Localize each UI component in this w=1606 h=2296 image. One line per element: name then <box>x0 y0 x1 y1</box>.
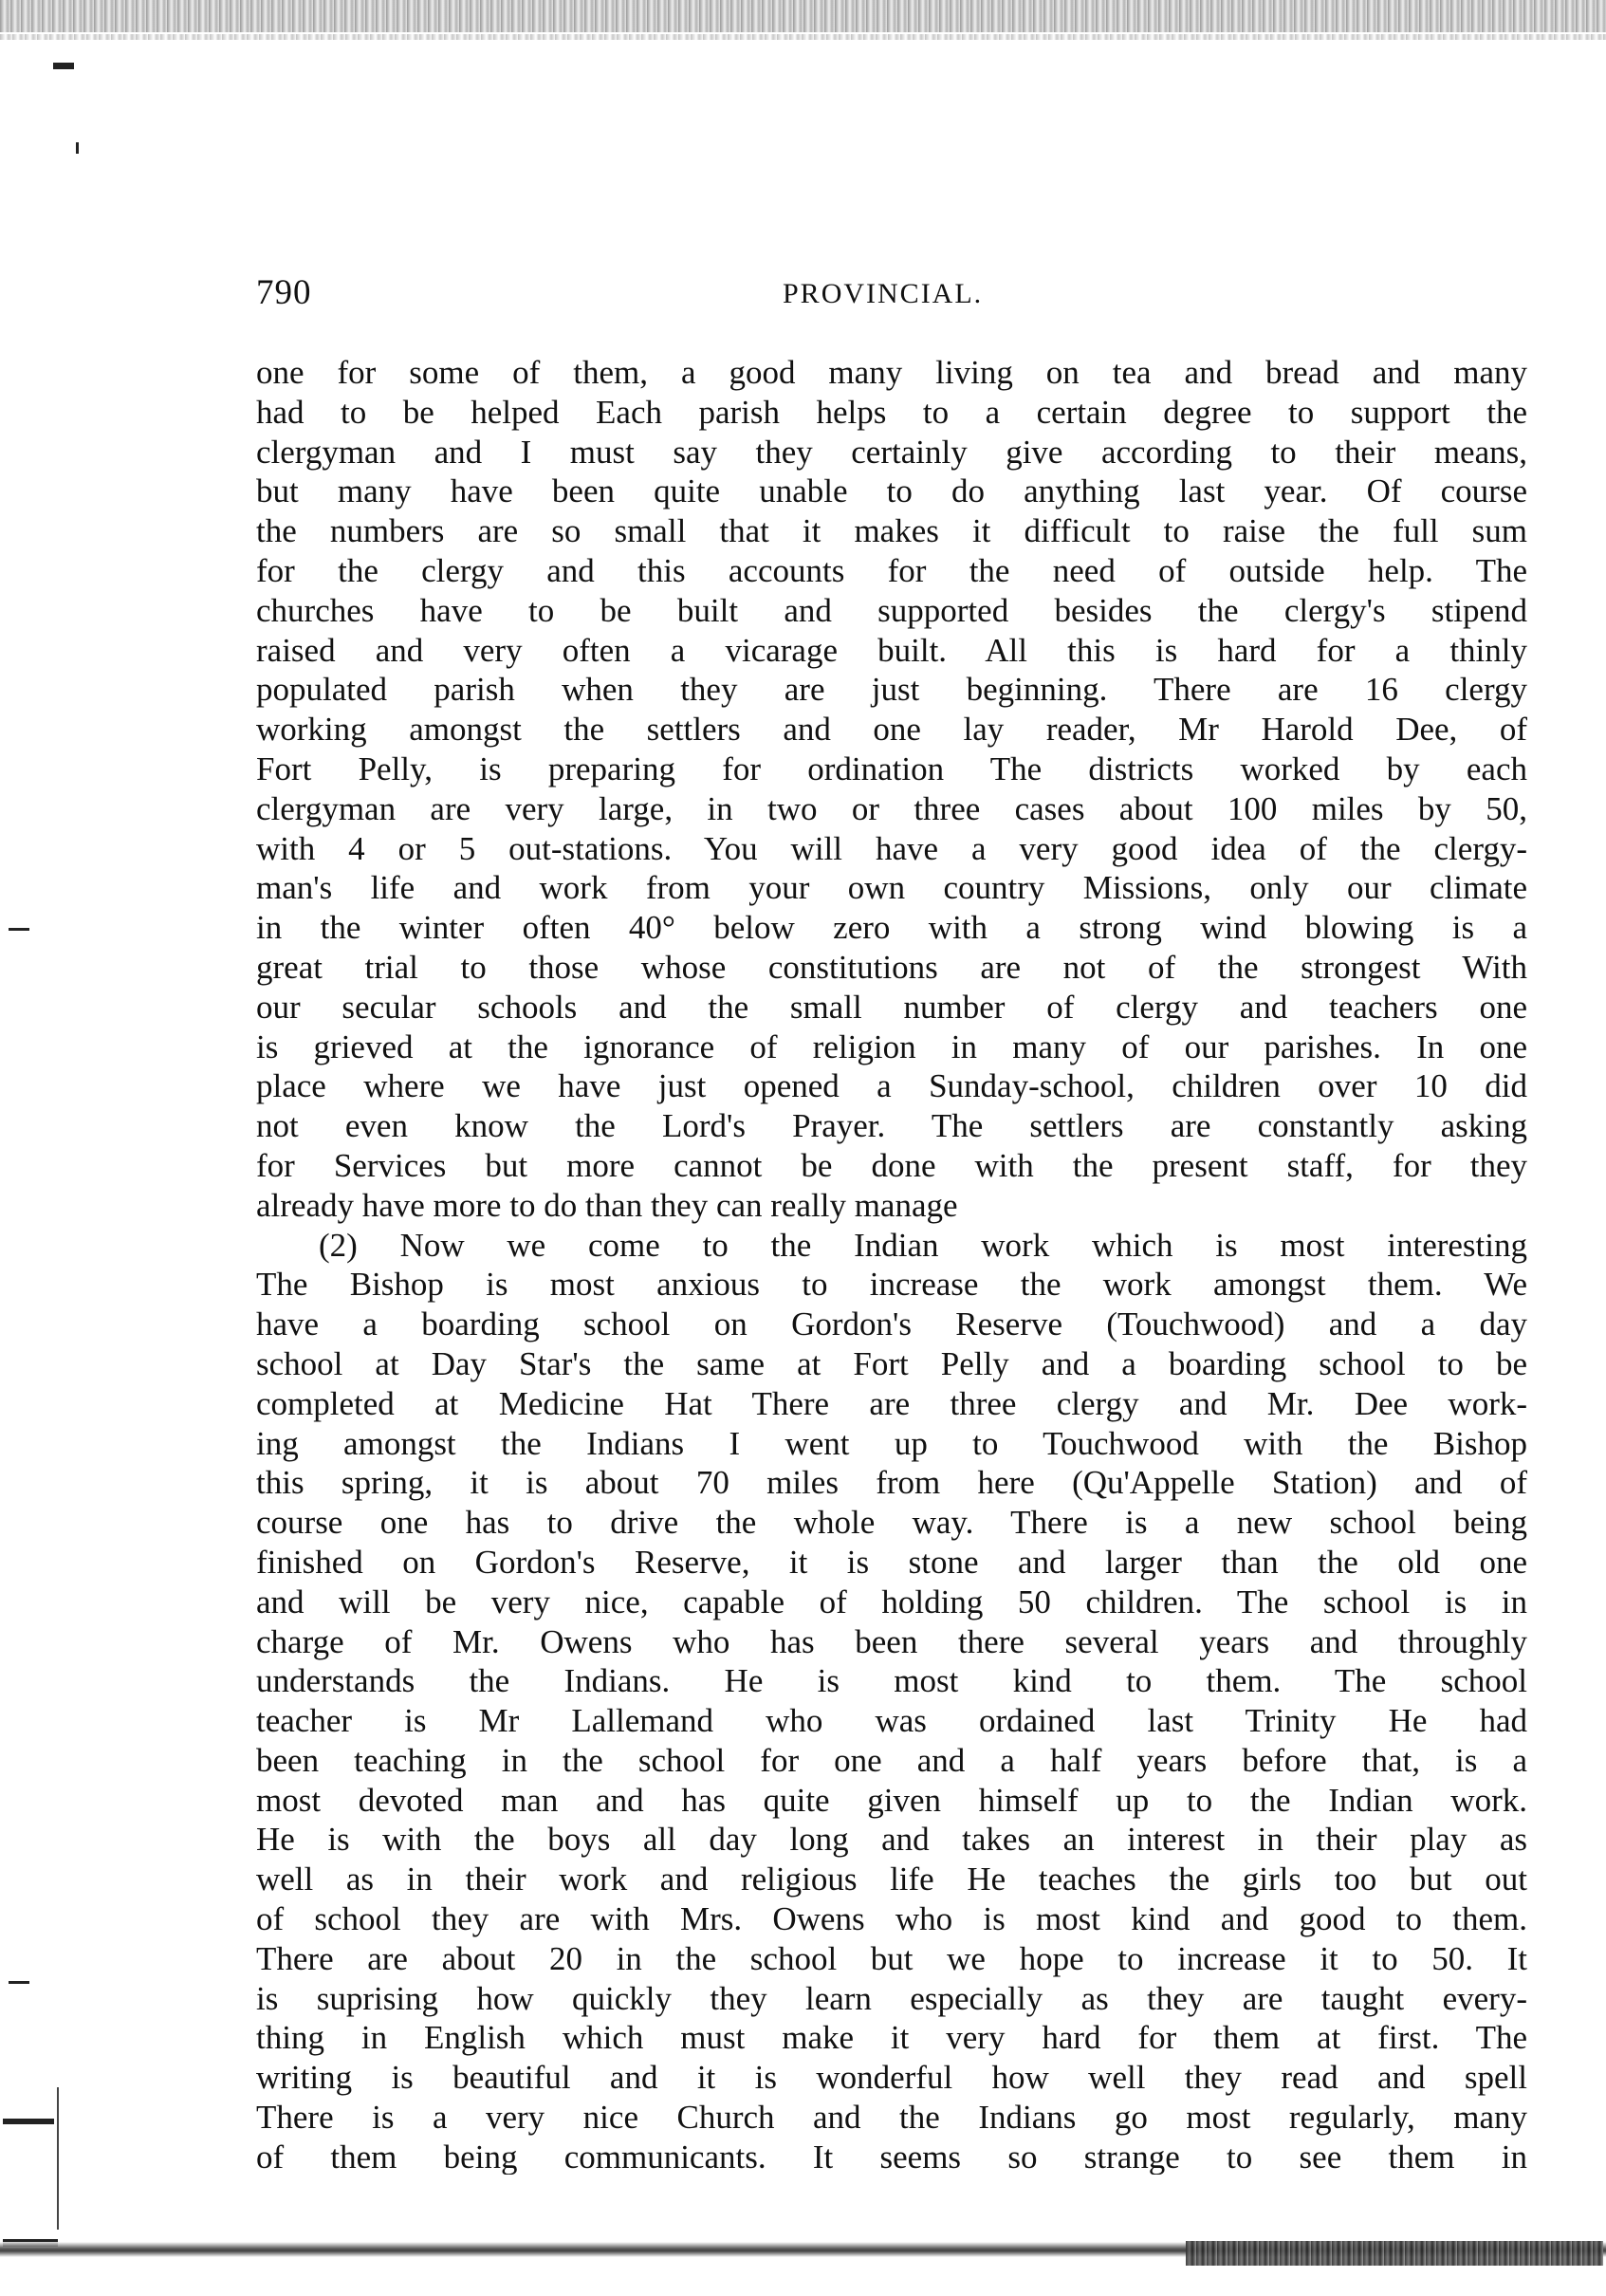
text-line: clergyman are very large, in two or three cases about 100 miles by 50, <box>256 789 1527 827</box>
text-line: teacher is Mr Lallemand who was ordained last Trinity He had <box>256 1702 1527 1740</box>
scan-artifact-top <box>0 0 1606 32</box>
text-line: There are about 20 in the school but we hope to increase it to 50. It <box>256 1939 1527 1977</box>
text-line: finished on Gordon's Reserve, it is stone and larger than the old one <box>256 1543 1527 1581</box>
text-line: churches have to be built and supported besides the clergy's stipend <box>256 591 1527 629</box>
text-line: for Services but more cannot be done with the present staff, for they <box>256 1146 1527 1184</box>
text-line: our secular schools and the small number of clergy and teachers one <box>256 988 1527 1026</box>
text-line: course one has to drive the whole way. There is a new school being <box>256 1504 1527 1542</box>
text-line: working amongst the settlers and one lay reader, Mr Harold Dee, of <box>256 711 1527 749</box>
body-text <box>256 353 1527 2175</box>
text-line: populated parish when they are just beginning. There are 16 clergy <box>256 671 1527 709</box>
text-line: charge of Mr. Owens who has been there several years and throughly <box>256 1622 1527 1660</box>
text-line: well as in their work and religious life He teaches the girls too but out <box>256 1861 1527 1898</box>
text-line: have a boarding school on Gordon's Reserve (Touchwood) and a day <box>256 1305 1527 1343</box>
text-line: completed at Medicine Hat There are three clergy and Mr. Dee work- <box>256 1384 1527 1422</box>
paragraph-end-line: already have more to do than they can really manage <box>256 1186 958 1224</box>
text-line: man's life and work from your own country Missions, only our climate <box>256 869 1527 907</box>
text-line: understands the Indians. He is most kind to them. The school <box>256 1662 1527 1700</box>
text-line: this spring, it is about 70 miles from here (Qu'Appelle Station) and of <box>256 1464 1527 1502</box>
text-line: ing amongst the Indians I went up to Touchwood with the Bishop <box>256 1424 1527 1462</box>
text-line: clergyman and I must say they certainly give according to their means, <box>256 433 1527 471</box>
text-line: great trial to those whose constitutions are not of the strongest With <box>256 948 1527 986</box>
scan-artifact-top-line <box>0 34 1606 40</box>
margin-mark <box>3 2119 54 2124</box>
text-line: of them being communicants. It seems so strange to see them in <box>256 2138 1527 2175</box>
text-line: thing in English which must make it very hard for them at first. The <box>256 2019 1527 2057</box>
margin-mark <box>76 142 79 154</box>
text-line: He is with the boys all day long and takes an interest in their play as <box>256 1821 1527 1859</box>
margin-mark <box>53 63 74 69</box>
text-line: been teaching in the school for one and a half years before that, is a <box>256 1741 1527 1779</box>
text-line: with 4 or 5 out-stations. You will have a very good idea of the clergy- <box>256 829 1527 867</box>
page-number: 790 <box>256 273 312 312</box>
scan-artifact-bottom-right <box>1186 2241 1603 2266</box>
text-line: in the winter often 40° below zero with a strong wind blowing is a <box>256 909 1527 947</box>
text-line: writing is beautiful and it is wonderful how well they read and spell <box>256 2059 1527 2097</box>
text-line: school at Day Star's the same at Fort Pelly and a boarding school to be <box>256 1344 1527 1382</box>
text-line: raised and very often a vicarage built. All this is hard for a thinly <box>256 631 1527 669</box>
text-line: not even know the Lord's Prayer. The settlers are constantly asking <box>256 1107 1527 1145</box>
text-line: is suprising how quickly they learn especially as they are taught every- <box>256 1979 1527 2017</box>
page-header <box>256 272 1527 318</box>
text-line: for the clergy and this accounts for the need of outside help. The <box>256 551 1527 589</box>
text-line: and will be very nice, capable of holding 50 children. The school is in <box>256 1583 1527 1620</box>
text-line: Fort Pelly, is preparing for ordination The districts worked by each <box>256 750 1527 787</box>
text-line: one for some of them, a good many living on tea and bread and many <box>256 354 1527 391</box>
running-head: PROVINCIAL. <box>783 278 984 309</box>
text-line: The Bishop is most anxious to increase the work amongst them. We <box>256 1266 1527 1304</box>
text-line: There is a very nice Church and the Indians go most regularly, many <box>256 2099 1527 2137</box>
margin-rule <box>57 2087 59 2230</box>
margin-mark <box>9 1981 29 1984</box>
text-line: had to be helped Each parish helps to a certain degree to support the <box>256 393 1527 431</box>
text-line: the numbers are so small that it makes it difficult to raise the full sum <box>256 512 1527 550</box>
paragraph-start-line: (2) Now we come to the Indian work which is most interesting <box>319 1226 1527 1264</box>
text-line: of school they are with Mrs. Owens who is most kind and good to them. <box>256 1900 1527 1938</box>
text-line: is grieved at the ignorance of religion in many of our parishes. In one <box>256 1028 1527 1065</box>
text-line: most devoted man and has quite given himself up to the Indian work. <box>256 1781 1527 1819</box>
text-line: but many have been quite unable to do anything last year. Of course <box>256 472 1527 510</box>
margin-mark <box>9 928 29 931</box>
text-line: place where we have just opened a Sunday-school, children over 10 did <box>256 1067 1527 1105</box>
